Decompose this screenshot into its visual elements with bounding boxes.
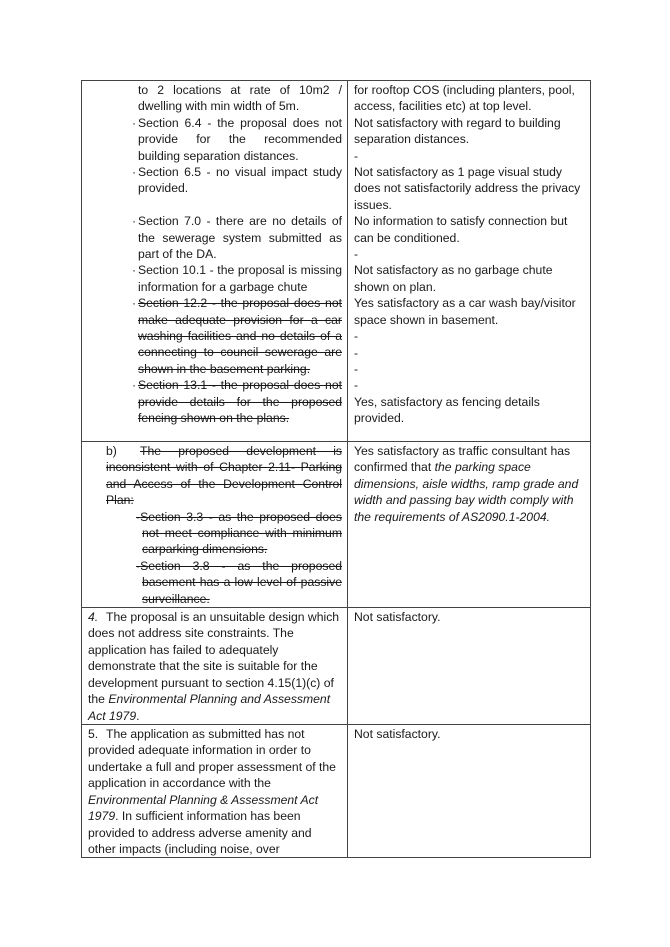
comment-line: -: [354, 361, 359, 376]
item-number: 4.: [88, 610, 99, 625]
comment-line: -: [354, 148, 359, 163]
reason-paragraph: 5. The application as submitted has not provided adequate information in order to undertake a full and proper assessment of the application in accordance with the Environmental Planning & Assessment Act 1979. In sufficient information has been provided to address adverse amenity and other impacts (including noise, over: [88, 727, 336, 856]
table-row: [82, 81, 591, 442]
bullet-icon: ·: [132, 115, 137, 130]
comment-cell: [348, 81, 591, 442]
table-row: [82, 725, 591, 858]
comment-line: No information to satisfy connection but can be conditioned.: [354, 214, 568, 245]
reason-paragraph: 4. The proposal is an unsuitable design which does not address site constraints. The application has failed to adequately demonstrate that the site is suitable for the development pursuant to section 4.15(1)(c) of the Environmental Planning and Assessment Act 1979.: [88, 610, 340, 723]
bullet-icon: ·: [132, 296, 137, 311]
reason-cell: [82, 442, 348, 608]
comment-line: for rooftop COS (including planters, pool, access, facilities etc) at top level.: [354, 83, 575, 114]
reason-bullet-struck: · Section 13.1 - the proposal does not provide details for the proposed fencing shown on the plans.: [132, 378, 342, 426]
comment-text: Not satisfactory.: [354, 727, 441, 742]
reason-bullet: · Section 7.0 - there are no details of the sewerage system submitted as part of the DA.: [132, 214, 342, 262]
comment-line: -: [354, 345, 359, 360]
comment-text: Not satisfactory.: [354, 610, 441, 625]
reason-bullet: · Section 10.1 - the proposal is missing information for a garbage chute: [132, 263, 342, 294]
comment-line: -: [354, 329, 359, 344]
reason-cell: [82, 725, 348, 858]
reason-cell: [82, 608, 348, 725]
reason-heading-struck: b) The proposed development is inconsistent with of Chapter 2.11- Parking and Access of the Development Control Plan:: [106, 444, 342, 508]
item-number: 5.: [88, 727, 99, 742]
table-row: [82, 608, 591, 725]
assessment-table: [81, 80, 591, 858]
comment-line: Not satisfactory with regard to building separation distances.: [354, 115, 561, 147]
reason-bullet: · Section 6.5 - no visual impact study provided.: [132, 165, 342, 196]
reason-lead-text: to 2 locations at rate of 10m2 / dwelling with min width of 5m.: [138, 83, 342, 114]
comment-line: -: [354, 247, 359, 262]
comment-line: Yes satisfactory as a car wash bay/visitor space shown in basement.: [354, 296, 576, 327]
reason-cell: [82, 81, 348, 442]
bullet-icon: ·: [132, 378, 137, 393]
reason-bullet: · Section 6.4 - the proposal does not provide for the recommended building separation distances.: [132, 115, 342, 163]
bullet-icon: ·: [136, 558, 141, 573]
reason-bullet-struck: ·Section 3.8 - as the proposed basement has a low level of passive surveillance.: [136, 558, 342, 606]
item-label: b): [106, 444, 117, 458]
comment-cell: [348, 608, 591, 725]
comment-line: Yes, satisfactory as fencing details provided.: [354, 394, 540, 426]
comment-line: Not satisfactory as no garbage chute shown on plan.: [354, 263, 553, 294]
reason-bullet-struck: ·Section 3.3 - as the proposed does not meet compliance with minimum carparking dimensions.: [136, 509, 342, 557]
comment-cell: [348, 725, 591, 858]
comment-line: Not satisfactory as 1 page visual study does not satisfactorily address the privacy issues.: [354, 165, 581, 212]
reason-bullet-struck: · Section 12.2 - the proposal does not make adequate provision for a car washing facilities and no details of a connecting to council sewerage are shown in the basement parking.: [132, 296, 342, 376]
comment-line: -: [354, 378, 359, 393]
comment-cell: [348, 442, 591, 608]
bullet-icon: ·: [132, 263, 137, 278]
comment-text: Yes satisfactory as traffic consultant has confirmed that the parking space dimensions, aisle widths, ramp grade and width and passing bay width comply with the requirements of AS2090.1-2004.: [354, 444, 579, 524]
bullet-icon: ·: [132, 165, 137, 180]
table-row: [82, 442, 591, 608]
bullet-icon: ·: [132, 214, 137, 229]
bullet-icon: ·: [136, 509, 141, 524]
